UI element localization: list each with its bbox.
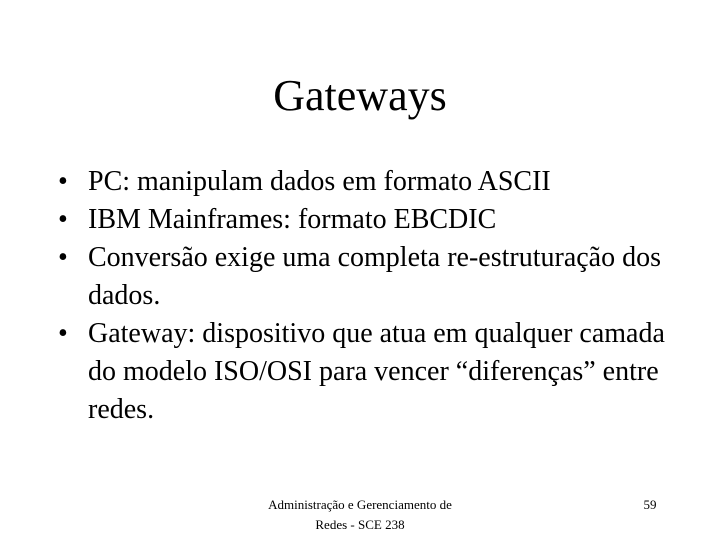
bullet-symbol: • [58,166,68,197]
bullet-list [58,163,688,429]
bullet-text: Gateway: dispositivo que atua em qualquer camada do modelo ISO/OSI para vencer “diferenças” entre redes. [88,318,665,425]
bullet-symbol: • [58,318,68,349]
bullet-item [58,239,688,315]
page-number: 59 [643,497,657,512]
bullet-symbol: • [58,204,68,235]
footer-line: Administração e Gerenciamento de [268,497,452,512]
bullet-text: Conversão exige uma completa re-estruturação dos dados. [88,242,662,311]
footer-line: Redes - SCE 238 [315,517,405,532]
footer [245,495,475,535]
bullet-item [58,315,688,429]
bullet-item [58,201,688,239]
bullet-symbol: • [58,242,68,273]
bullet-item [58,163,688,201]
bullet-text: IBM Mainframes: formato EBCDIC [88,204,497,235]
slide-title: Gateways [273,71,447,120]
bullet-text: PC: manipulam dados em formato ASCII [88,166,551,197]
